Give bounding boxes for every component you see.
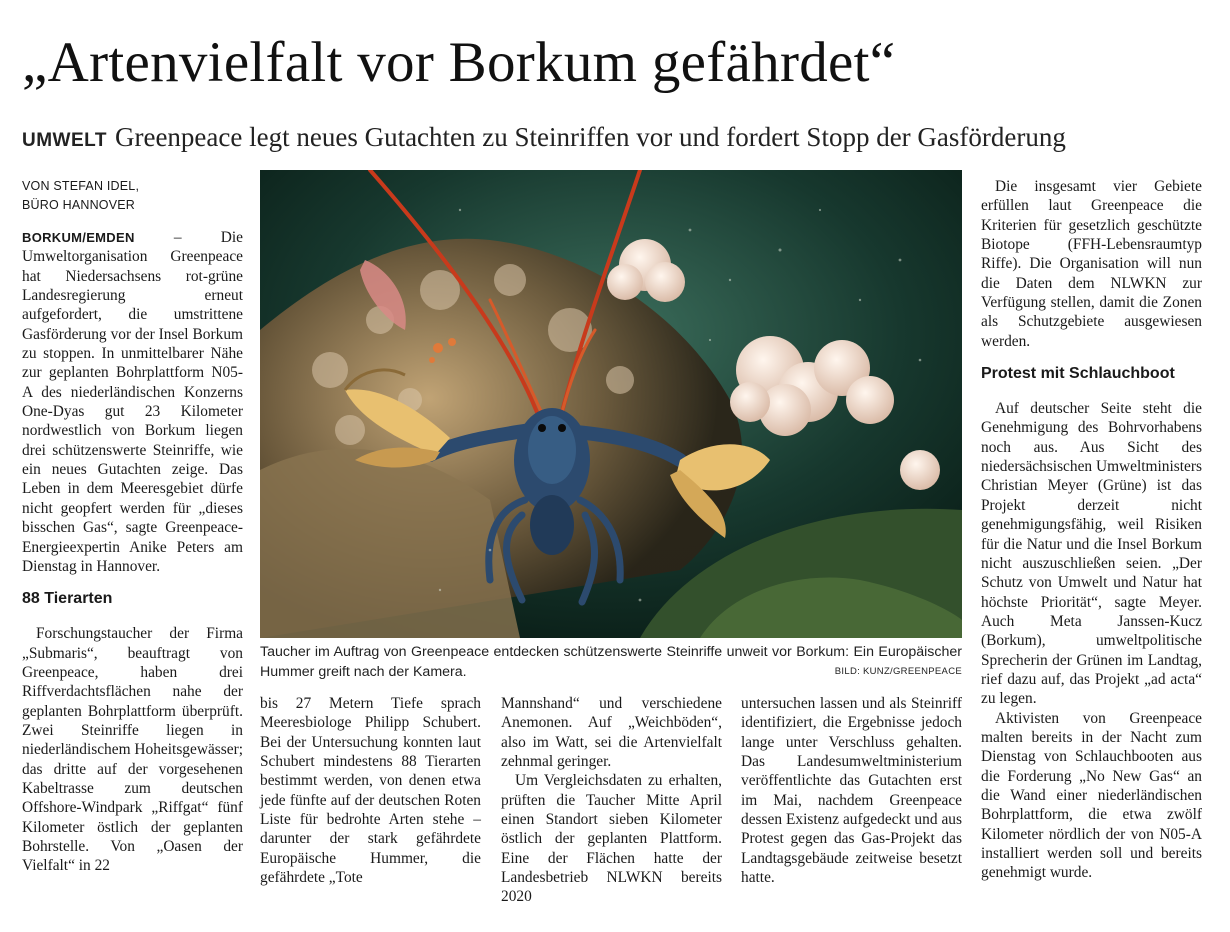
subhead-protest: Protest mit Schlauchboot	[981, 365, 1175, 383]
headline: „Artenvielfalt vor Borkum gefährdet“	[22, 31, 896, 94]
paragraph-2: Forschungstaucher der Firma „Submaris“, beauftragt von Greenpeace, haben drei Riffverdachtsflächen nahe der geplanten Bohrplattform überprüft. Zwei Steinriffe liegen in niederländischem Hoheitsgewässer; das dritte auf der vorgesehenen Kabeltrasse zum deutschen Offshore-Windpark „Riffgat“ fünf Kilometer östlich der geplanten Bohrstelle. Von „Oasen der Vielfalt“ in 22	[22, 625, 243, 875]
paragraph-3-continued: untersuchen lassen und als Steinriff identifiziert, die Ergebnisse jedoch lange unter Verschluss gehalten. Das Landesumweltministerium veröffentlichte das Gutachten erst im Mai, nachdem Greenpeace dessen Existenz aufgedeckt und aus Protest gegen das Gas-Projekt das Landtagsgebäude zeitweise besetzt hatte.	[741, 695, 962, 887]
paragraph-5: Auf deutscher Seite steht die Genehmigung des Bohrvorhabens noch aus. Aus Sicht des niedersächsischen Umweltministers Christian Meyer (Grüne) ist das Projekt derzeit nicht genehmigungsfähig, weil Risiken für die Natur und die Insel Borkum nicht auszuschließen seien. „Der Schutz von Umwelt und Natur hat höchste Priorität“, sagte Meyer. Auch Meta Janssen-Kucz (Borkum), umweltpolitische Sprecherin der Grünen im Landtag, rief dazu auf, das Projekt „ad acta“ zu legen.	[981, 400, 1202, 708]
byline-office: BÜRO HANNOVER	[22, 198, 136, 212]
paragraph-1	[22, 228, 243, 576]
dateline: BORKUM/EMDEN	[22, 230, 135, 245]
column-4	[741, 694, 962, 887]
byline-author: VON STEFAN IDEL,	[22, 179, 140, 193]
caption-text: Taucher im Auftrag von Greenpeace entdecken schützenswerte Steinriffe unweit vor Borkum: Ein Europäischer Hummer greift nach der Kamera.	[260, 644, 962, 680]
byline	[22, 177, 243, 215]
lobster-photo-illustration	[260, 170, 962, 638]
subheadline-text: Greenpeace legt neues Gutachten zu Steinriffen vor und fordert Stopp der Gasförderung	[114, 122, 1066, 152]
section-kicker: UMWELT	[22, 130, 107, 151]
column-3	[501, 694, 722, 907]
paragraph-1-text: – Die Umweltorganisation Greenpeace hat Niedersachsens rot-grüne Landesregierung erneut aufgefordert, die umstrittene Gasförderung vor der Insel Borkum zu stoppen. In unmittelbarer Nähe zur geplanten Bohrplattform N05-A des niederländischen Konzerns One-Dyas gut 23 Kilometer nordwestlich von Borkum liegen drei schützenswerte Steinriffe, wie ein neues Gutachten zeige. Das Leben in dem Meeresgebiet dürfe nicht geopfert werden für „dieses bisschen Gas“, sagte Greenpeace-Energieexpertin Anike Peters am Dienstag in Hannover.	[22, 229, 243, 575]
photo-caption	[260, 642, 962, 682]
column-1	[22, 177, 243, 876]
paragraph-6: Aktivisten von Greenpeace malten bereits in der Nacht zum Dienstag von Schlauchbooten aus die Forderung „No New Gas“ an die Wand einer niederländischen Bohrplattform, die etwa zwölf Kilometer nördlich der von N05-A installiert werden soll und bereits genehmigt wurde.	[981, 709, 1202, 882]
photo-credit: BILD: KUNZ/GREENPEACE	[834, 666, 962, 677]
lobster-photo	[260, 170, 962, 638]
paragraph-2-continued: bis 27 Metern Tiefe sprach Meeresbiologe Philipp Schubert. Bei der Untersuchung konnten laut Schubert mindestens 88 Tierarten bestimmt werden, von denen etwa jede fünfte auf der deutschen Roten Liste für bedrohte Arten stehe – darunter der stark gefährdete Europäische Hummer, die gefährdete „Tote	[260, 695, 481, 887]
paragraph-2-end: Mannshand“ und verschiedene Anemonen. Auf „Weichböden“, also im Watt, sei die Artenvielfalt zehnmal geringer.	[501, 695, 722, 771]
paragraph-3: Um Vergleichsdaten zu erhalten, prüften die Taucher Mitte April einen Standort sieben Kilometer östlich der geplanten Plattform. Eine der Flächen hatte der Landesbetrieb NLWKN bereits 2020	[501, 772, 722, 906]
subheadline	[22, 120, 1222, 158]
column-2	[260, 694, 481, 887]
paragraph-4: Die insgesamt vier Gebiete erfüllen laut Greenpeace die Kriterien für gesetzlich geschützte Biotope (FFH-Lebensraumtyp Riffe). Die Organisation will nun die Daten dem NLWKN zur Verfügung stellen, damit die Zonen als Schutzgebiete ausgewiesen werden.	[981, 178, 1202, 350]
subhead-88-tierarten: 88 Tierarten	[22, 590, 113, 608]
column-5	[981, 177, 1202, 883]
